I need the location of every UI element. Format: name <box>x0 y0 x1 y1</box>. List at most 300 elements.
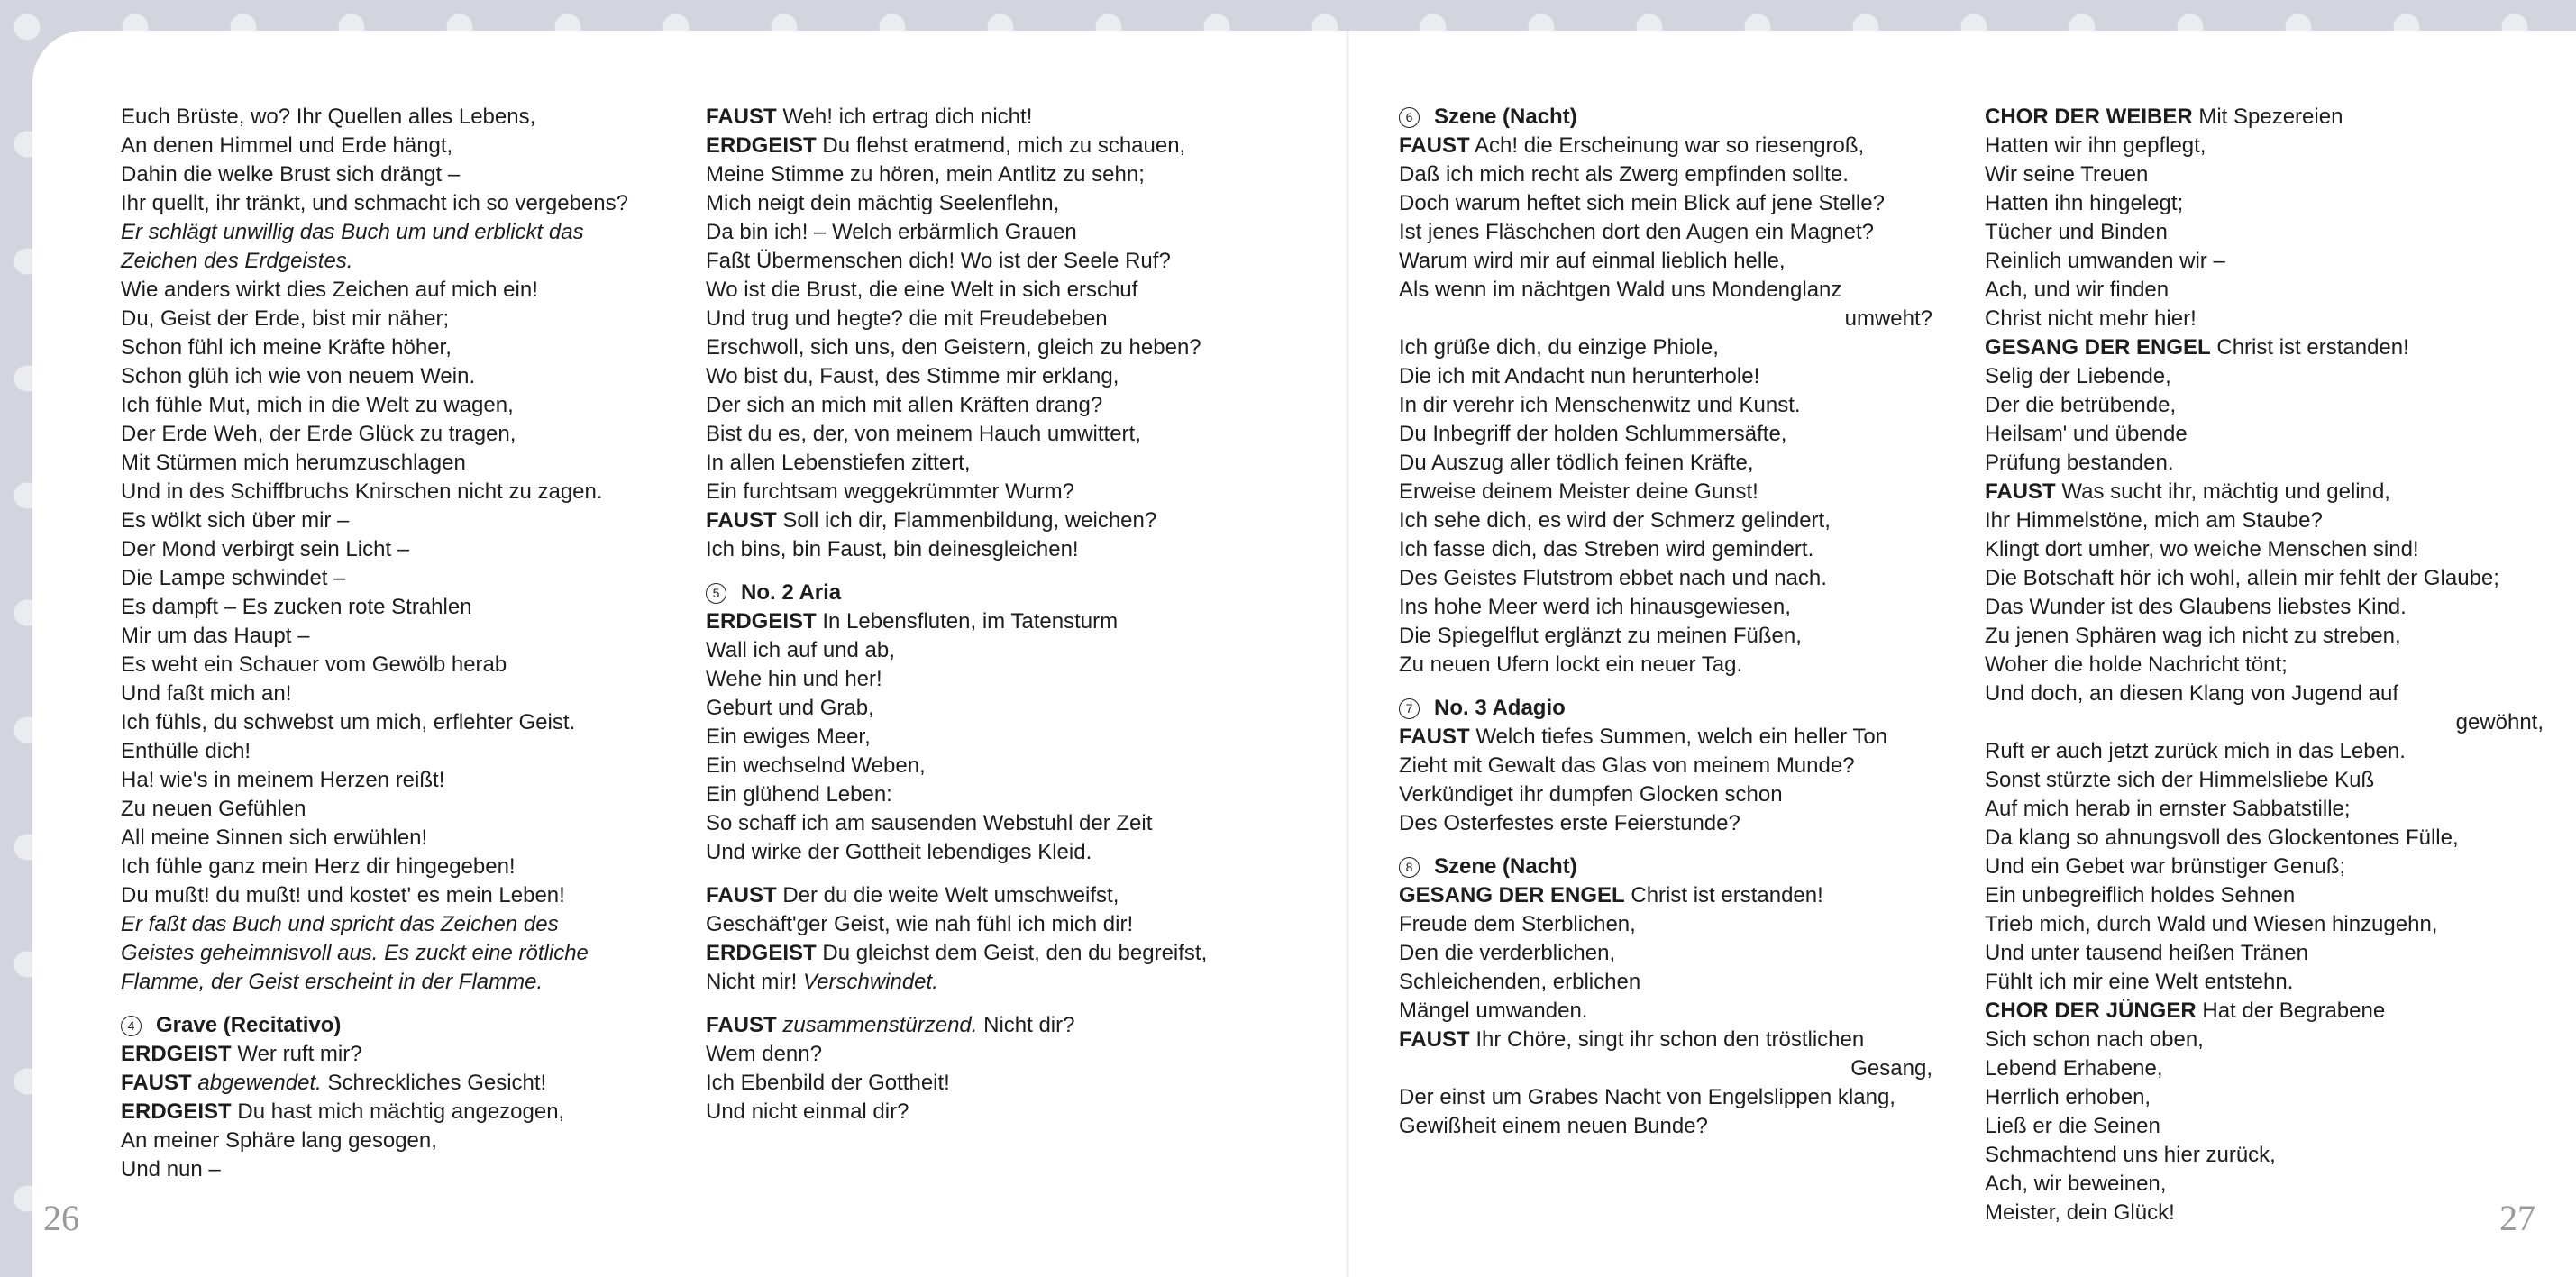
stage-direction-inline: Verschwindet. <box>797 970 938 994</box>
line-text: Der die betrübende, <box>1985 393 2177 417</box>
track-title: No. 2 Aria <box>741 580 842 605</box>
verse-line <box>121 766 698 795</box>
line-text: Ins hohe Meer werd ich hinausgewiesen, <box>1399 595 1791 619</box>
stage-direction <box>121 910 698 939</box>
line-text: Zieht mit Gewalt das Glas von meinem Munde? <box>1399 753 1855 778</box>
verse-line <box>121 449 698 478</box>
line-text: Enthülle dich! <box>121 739 251 763</box>
verse-line <box>1399 362 1932 391</box>
verse-line <box>1985 189 2544 218</box>
verse-line <box>1985 391 2544 420</box>
line-text: Ein ewiges Meer, <box>706 725 871 749</box>
verse-line <box>121 1126 698 1155</box>
speaker-label: FAUST <box>121 1071 192 1095</box>
verse-line <box>706 607 1283 636</box>
verse-line <box>706 333 1283 362</box>
speaker-label: FAUST <box>706 508 777 533</box>
line-text: Du hast mich mächtig angezogen, <box>231 1099 565 1124</box>
line-text: In allen Lebenstiefen zittert, <box>706 451 971 475</box>
line-text: Es weht ein Schauer vom Gewölb herab <box>121 652 507 677</box>
line-text: Ich bins, bin Faust, bin deinesgleichen! <box>706 537 1079 561</box>
line-text: Du Auszug aller tödlich feinen Kräfte, <box>1399 451 1754 475</box>
verse-line <box>1985 1026 2544 1054</box>
verse-line <box>706 910 1283 939</box>
verse-line <box>706 305 1283 333</box>
line-text: Und nun – <box>121 1157 221 1181</box>
verse-line <box>1399 305 1932 333</box>
verse-line <box>121 622 698 651</box>
verse-line <box>1399 276 1932 305</box>
line-text: Zeichen des Erdgeistes. <box>121 249 353 273</box>
verse-line <box>121 881 698 910</box>
line-text: Und nicht einmal dir? <box>706 1099 909 1124</box>
track-number-badge: 6 <box>1399 107 1420 128</box>
verse-line <box>121 853 698 881</box>
verse-line <box>706 276 1283 305</box>
verse-line <box>121 795 698 824</box>
verse-line <box>1985 103 2544 132</box>
line-text: Die ich mit Andacht nun herunterhole! <box>1399 364 1760 388</box>
line-text: Warum wird mir auf einmal lieblich helle, <box>1399 249 1786 273</box>
track-title: Szene (Nacht) <box>1434 854 1577 879</box>
line-text: Nicht mir! <box>706 970 798 994</box>
verse-line <box>1399 449 1932 478</box>
verse-line <box>1399 247 1932 276</box>
verse-line <box>706 881 1283 910</box>
line-text: Selig der Liebende, <box>1985 364 2171 388</box>
line-text: An denen Himmel und Erde hängt, <box>121 133 453 158</box>
verse-line <box>1985 997 2544 1026</box>
verse-line <box>1985 362 2544 391</box>
line-text: Der einst um Grabes Nacht von Engelslippen klang, <box>1399 1085 1895 1109</box>
verse-line <box>1399 968 1932 997</box>
line-text: Faßt Übermenschen dich! Wo ist der Seele Ruf? <box>706 249 1171 273</box>
verse-line <box>1985 766 2544 795</box>
verse-line <box>1399 535 1932 564</box>
line-text: Weh! ich ertrag dich nicht! <box>776 105 1033 129</box>
line-text: Trieb mich, durch Wald und Wiesen hinzugehn, <box>1985 912 2438 936</box>
track-heading <box>706 579 1283 607</box>
verse-line <box>121 103 698 132</box>
track-number-badge: 5 <box>706 583 726 604</box>
line-text: Ein glühend Leben: <box>706 782 892 807</box>
verse-line <box>121 189 698 218</box>
track-number-badge: 7 <box>1399 698 1420 719</box>
line-text: Dahin die welke Brust sich drängt – <box>121 162 461 187</box>
line-text: Doch warum heftet sich mein Blick auf jene Stelle? <box>1399 191 1885 215</box>
line-text: Du flehst eratmend, mich zu schauen, <box>816 133 1186 158</box>
verse-line <box>1399 132 1932 160</box>
verse-line <box>1985 535 2544 564</box>
verse-line <box>1985 651 2544 680</box>
verse-line <box>706 694 1283 723</box>
verse-line <box>1399 939 1932 968</box>
line-text: Ich fühls, du schwebst um mich, erflehter Geist. <box>121 710 576 734</box>
line-text: Zu neuen Gefühlen <box>121 797 306 821</box>
track-number-badge: 8 <box>1399 857 1420 878</box>
track-heading <box>1399 694 1932 723</box>
stage-direction-inline: abgewendet. <box>191 1071 322 1095</box>
line-text: Wo ist die Brust, die eine Welt in sich erschuf <box>706 278 1138 302</box>
line-text: Mängel umwanden. <box>1399 999 1588 1023</box>
verse-line <box>1985 737 2544 766</box>
verse-line <box>1399 780 1932 809</box>
speaker-label: FAUST <box>706 1013 777 1037</box>
verse-line <box>1985 939 2544 968</box>
line-text: An meiner Sphäre lang gesogen, <box>121 1128 437 1153</box>
line-text: Ließ er die Seinen <box>1985 1114 2160 1138</box>
line-text: Ein furchtsam weggekrümmter Wurm? <box>706 479 1075 504</box>
verse-line <box>706 247 1283 276</box>
line-text: Ha! wie's in meinem Herzen reißt! <box>121 768 445 792</box>
speaker-label: ERDGEIST <box>121 1042 232 1066</box>
line-text: In Lebensfluten, im Tatensturm <box>816 609 1119 634</box>
page-number-right: 27 <box>2499 1198 2535 1238</box>
verse-line <box>1985 333 2544 362</box>
line-text: gewöhnt, <box>2455 710 2544 734</box>
verse-line <box>121 506 698 535</box>
stage-direction <box>121 968 698 997</box>
verse-line <box>1985 506 2544 535</box>
line-text: Ein unbegreiflich holdes Sehnen <box>1985 883 2296 908</box>
verse-line <box>1985 160 2544 189</box>
speaker-label: ERDGEIST <box>706 133 817 158</box>
line-text: Mir um das Haupt – <box>121 624 310 648</box>
speaker-label: FAUST <box>1399 725 1470 749</box>
verse-line <box>121 391 698 420</box>
speaker-label: FAUST <box>1399 1027 1470 1052</box>
line-text: Schleichenden, erblichen <box>1399 970 1641 994</box>
line-text: Mit Spezereien <box>2192 105 2343 129</box>
line-text: Mit Stürmen mich herumzuschlagen <box>121 451 466 475</box>
verse-line <box>1399 723 1932 752</box>
line-text: Du Inbegriff der holden Schlummersäfte, <box>1399 422 1787 446</box>
line-text: Zu neuen Ufern lockt ein neuer Tag. <box>1399 652 1743 677</box>
line-text: Wie anders wirkt dies Zeichen auf mich ein! <box>121 278 538 302</box>
line-text: Des Osterfestes erste Feierstunde? <box>1399 811 1740 835</box>
page-gutter <box>1346 31 1349 1277</box>
verse-line <box>1985 218 2544 247</box>
verse-line <box>121 478 698 506</box>
verse-line <box>706 838 1283 867</box>
line-text: Nicht dir? <box>977 1013 1075 1037</box>
verse-line <box>1985 1083 2544 1112</box>
verse-line <box>706 1011 1283 1040</box>
stanza-gap <box>1399 838 1932 853</box>
speaker-label: GESANG DER ENGEL <box>1399 883 1625 908</box>
line-text: Ich Ebenbild der Gottheit! <box>706 1071 950 1095</box>
stanza-gap <box>706 867 1283 881</box>
verse-line <box>1399 391 1932 420</box>
line-text: Es dampft – Es zucken rote Strahlen <box>121 595 472 619</box>
verse-line <box>706 103 1283 132</box>
line-text: Geschäft'ger Geist, wie nah fühl ich mich dir! <box>706 912 1134 936</box>
stage-direction-inline: zusammenstürzend. <box>776 1013 978 1037</box>
line-text: Schon glüh ich wie von neuem Wein. <box>121 364 476 388</box>
line-text: umweht? <box>1844 306 1932 331</box>
speaker-label: ERDGEIST <box>706 941 817 965</box>
verse-line <box>121 1155 698 1184</box>
line-text: Es wölkt sich über mir – <box>121 508 350 533</box>
track-title: Grave (Recitativo) <box>156 1013 342 1037</box>
line-text: In dir verehr ich Menschenwitz und Kunst. <box>1399 393 1801 417</box>
verse-line <box>1985 824 2544 853</box>
line-text: Du, Geist der Erde, bist mir näher; <box>121 306 450 331</box>
verse-line <box>1399 593 1932 622</box>
line-text: Hatten wir ihn gepflegt, <box>1985 133 2206 158</box>
verse-line <box>1985 1170 2544 1199</box>
line-text: Wer ruft mir? <box>231 1042 362 1066</box>
verse-line <box>121 824 698 853</box>
line-text: Lebend Erhabene, <box>1985 1056 2163 1081</box>
line-text: Da bin ich! – Welch erbärmlich Grauen <box>706 220 1077 244</box>
line-text: Ruft er auch jetzt zurück mich in das Leben. <box>1985 739 2406 763</box>
line-text: Wem denn? <box>706 1042 822 1066</box>
line-text: Hatten ihn hingelegt; <box>1985 191 2184 215</box>
verse-line <box>706 362 1283 391</box>
line-text: Schreckliches Gesicht! <box>321 1071 547 1095</box>
line-text: Ach! die Erscheinung war so riesengroß, <box>1469 133 1865 158</box>
line-text: Flamme, der Geist erscheint in der Flamme. <box>121 970 544 994</box>
verse-line <box>706 968 1283 997</box>
line-text: Der du die weite Welt umschweifst, <box>776 883 1119 908</box>
verse-line <box>706 218 1283 247</box>
line-text: Die Lampe schwindet – <box>121 566 346 590</box>
line-text: Ich fühle ganz mein Herz dir hingegeben! <box>121 854 516 879</box>
verse-line <box>1399 622 1932 651</box>
line-text: Soll ich dir, Flammenbildung, weichen? <box>776 508 1157 533</box>
verse-line <box>706 391 1283 420</box>
track-heading <box>1399 853 1932 881</box>
track-number-badge: 4 <box>121 1016 142 1036</box>
verse-line <box>706 449 1283 478</box>
verse-line <box>1985 968 2544 997</box>
line-text: All meine Sinnen sich erwühlen! <box>121 825 428 850</box>
line-text: Gesang, <box>1850 1056 1932 1081</box>
line-text: Der sich an mich mit allen Kräften drang? <box>706 393 1103 417</box>
verse-line <box>1985 276 2544 305</box>
line-text: Der Mond verbirgt sein Licht – <box>121 537 410 561</box>
verse-line <box>706 723 1283 752</box>
line-text: Und ein Gebet war brünstiger Genuß; <box>1985 854 2346 879</box>
verse-line <box>1985 680 2544 708</box>
speaker-label: ERDGEIST <box>706 609 817 634</box>
verse-line <box>1399 189 1932 218</box>
line-text: Verkündiget ihr dumpfen Glocken schon <box>1399 782 1783 807</box>
line-text: Zu jenen Sphären wag ich nicht zu streben, <box>1985 624 2401 648</box>
line-text: Ist jenes Fläschchen dort den Augen ein Magnet? <box>1399 220 1875 244</box>
line-text: Gewißheit einem neuen Bunde? <box>1399 1114 1708 1138</box>
line-text: Klingt dort umher, wo weiche Menschen sind! <box>1985 537 2419 561</box>
verse-line <box>1399 333 1932 362</box>
line-text: Mich neigt dein mächtig Seelenflehn, <box>706 191 1060 215</box>
verse-line <box>121 1098 698 1126</box>
verse-line <box>1985 881 2544 910</box>
verse-line <box>1985 1199 2544 1227</box>
line-text: Die Botschaft hör ich wohl, allein mir fehlt der Glaube; <box>1985 566 2499 590</box>
line-text: Du mußt! du mußt! und kostet' es mein Leben! <box>121 883 565 908</box>
verse-line <box>706 752 1283 780</box>
line-text: Ich fühle Mut, mich in die Welt zu wagen, <box>121 393 514 417</box>
verse-line <box>121 333 698 362</box>
line-text: Den die verderblichen, <box>1399 941 1616 965</box>
verse-line <box>1399 1083 1932 1112</box>
verse-line <box>1985 795 2544 824</box>
libretto-column-4 <box>1985 103 2544 1227</box>
line-text: Tücher und Binden <box>1985 220 2168 244</box>
line-text: Und wirke der Gottheit lebendiges Kleid. <box>706 840 1092 864</box>
speaker-label: FAUST <box>1399 133 1470 158</box>
line-text: Erschwoll, sich uns, den Geistern, gleich zu heben? <box>706 335 1201 360</box>
libretto-column-3 <box>1399 103 1932 1141</box>
track-heading <box>121 1011 698 1040</box>
verse-line <box>1985 593 2544 622</box>
line-text: Ihr Himmelstöne, mich am Staube? <box>1985 508 2323 533</box>
verse-line <box>1399 564 1932 593</box>
speaker-label: FAUST <box>706 883 777 908</box>
stage-direction <box>121 939 698 968</box>
track-title: Szene (Nacht) <box>1434 105 1577 129</box>
verse-line <box>121 564 698 593</box>
verse-line <box>1399 420 1932 449</box>
verse-line <box>121 305 698 333</box>
verse-line <box>706 809 1283 838</box>
line-text: Und in des Schiffbruchs Knirschen nicht zu zagen. <box>121 479 603 504</box>
speaker-label: CHOR DER WEIBER <box>1985 105 2193 129</box>
verse-line <box>121 680 698 708</box>
verse-line <box>706 1040 1283 1069</box>
line-text: Und trug und hegte? die mit Freudebeben <box>706 306 1108 331</box>
verse-line <box>706 1098 1283 1126</box>
verse-line <box>121 1040 698 1069</box>
line-text: Das Wunder ist des Glaubens liebstes Kind. <box>1985 595 2407 619</box>
line-text: Ihr quellt, ihr tränkt, und schmacht ich so vergebens? <box>121 191 628 215</box>
verse-line <box>1985 305 2544 333</box>
line-text: Des Geistes Flutstrom ebbet nach und nach. <box>1399 566 1827 590</box>
verse-line <box>1985 853 2544 881</box>
verse-line <box>1399 752 1932 780</box>
line-text: Er faßt das Buch und spricht das Zeichen des <box>121 912 559 936</box>
line-text: Und unter tausend heißen Tränen <box>1985 941 2308 965</box>
line-text: Meine Stimme zu hören, mein Antlitz zu sehn; <box>706 162 1145 187</box>
line-text: Freude dem Sterblichen, <box>1399 912 1636 936</box>
verse-line <box>706 939 1283 968</box>
verse-line <box>1399 651 1932 680</box>
verse-line <box>121 737 698 766</box>
verse-line <box>1985 132 2544 160</box>
line-text: Ihr Chöre, singt ihr schon den tröstlichen <box>1469 1027 1865 1052</box>
line-text: Reinlich umwanden wir – <box>1985 249 2225 273</box>
verse-line <box>1985 420 2544 449</box>
line-text: Schon fühl ich meine Kräfte höher, <box>121 335 452 360</box>
speaker-label: ERDGEIST <box>121 1099 232 1124</box>
line-text: Welch tiefes Summen, welch ein heller Ton <box>1469 725 1888 749</box>
libretto-column-2 <box>706 103 1283 1126</box>
verse-line <box>1985 1054 2544 1083</box>
line-text: Christ ist erstanden! <box>1624 883 1823 908</box>
verse-line <box>121 362 698 391</box>
track-title: No. 3 Adagio <box>1434 696 1566 720</box>
line-text: Und faßt mich an! <box>121 681 292 706</box>
line-text: Der Erde Weh, der Erde Glück zu tragen, <box>121 422 516 446</box>
line-text: Meister, dein Glück! <box>1985 1200 2175 1225</box>
stage-direction <box>121 247 698 276</box>
verse-line <box>121 535 698 564</box>
line-text: Erweise deinem Meister deine Gunst! <box>1399 479 1758 504</box>
line-text: Euch Brüste, wo? Ihr Quellen alles Lebens, <box>121 105 536 129</box>
verse-line <box>1399 881 1932 910</box>
verse-line <box>706 665 1283 694</box>
line-text: Bist du es, der, von meinem Hauch umwittert, <box>706 422 1141 446</box>
line-text: Fühlt ich mir eine Welt entstehn. <box>1985 970 2294 994</box>
verse-line <box>706 420 1283 449</box>
verse-line <box>1399 997 1932 1026</box>
line-text: Prüfung bestanden. <box>1985 451 2174 475</box>
line-text: Auf mich herab in ernster Sabbatstille; <box>1985 797 2351 821</box>
speaker-label: FAUST <box>1985 479 2056 504</box>
line-text: Christ ist erstanden! <box>2210 335 2409 360</box>
verse-line <box>1399 1112 1932 1141</box>
stanza-gap <box>706 997 1283 1011</box>
line-text: Schmachtend uns hier zurück, <box>1985 1143 2276 1167</box>
verse-line <box>1985 622 2544 651</box>
line-text: Hat der Begrabene <box>2196 999 2386 1023</box>
verse-line <box>1399 809 1932 838</box>
line-text: Herrlich erhoben, <box>1985 1085 2151 1109</box>
line-text: Sonst stürzte sich der Himmelsliebe Kuß <box>1985 768 2375 792</box>
verse-line <box>121 160 698 189</box>
verse-line <box>1399 160 1932 189</box>
speaker-label: CHOR DER JÜNGER <box>1985 999 2197 1023</box>
line-text: Geistes geheimnisvoll aus. Es zuckt eine rötliche <box>121 941 589 965</box>
verse-line <box>1399 478 1932 506</box>
verse-line <box>1399 1026 1932 1054</box>
line-text: Ich fasse dich, das Streben wird gemindert. <box>1399 537 1814 561</box>
verse-line <box>121 420 698 449</box>
verse-line <box>121 276 698 305</box>
verse-line <box>706 506 1283 535</box>
verse-line <box>121 651 698 680</box>
verse-line <box>706 160 1283 189</box>
verse-line <box>121 708 698 737</box>
line-text: Und doch, an diesen Klang von Jugend auf <box>1985 681 2399 706</box>
verse-line <box>1399 1054 1932 1083</box>
verse-line <box>706 478 1283 506</box>
stanza-gap <box>706 564 1283 579</box>
line-text: Wall ich auf und ab, <box>706 638 895 662</box>
verse-line <box>121 1069 698 1098</box>
verse-line <box>1985 564 2544 593</box>
line-text: Christ nicht mehr hier! <box>1985 306 2197 331</box>
line-text: Ein wechselnd Weben, <box>706 753 926 778</box>
verse-line <box>1985 247 2544 276</box>
verse-line <box>1985 478 2544 506</box>
verse-line <box>706 636 1283 665</box>
line-text: Da klang so ahnungsvoll des Glockentones Fülle, <box>1985 825 2459 850</box>
verse-line <box>706 535 1283 564</box>
verse-line <box>706 132 1283 160</box>
line-text: Heilsam' und übende <box>1985 422 2188 446</box>
line-text: Woher die holde Nachricht tönt; <box>1985 652 2288 677</box>
line-text: Wehe hin und her! <box>706 667 882 691</box>
speaker-label: GESANG DER ENGEL <box>1985 335 2211 360</box>
verse-line <box>706 189 1283 218</box>
track-heading <box>1399 103 1932 132</box>
verse-line <box>121 132 698 160</box>
line-text: So schaff ich am sausenden Webstuhl der Zeit <box>706 811 1153 835</box>
line-text: Wir seine Treuen <box>1985 162 2149 187</box>
line-text: Daß ich mich recht als Zwerg empfinden sollte. <box>1399 162 1849 187</box>
